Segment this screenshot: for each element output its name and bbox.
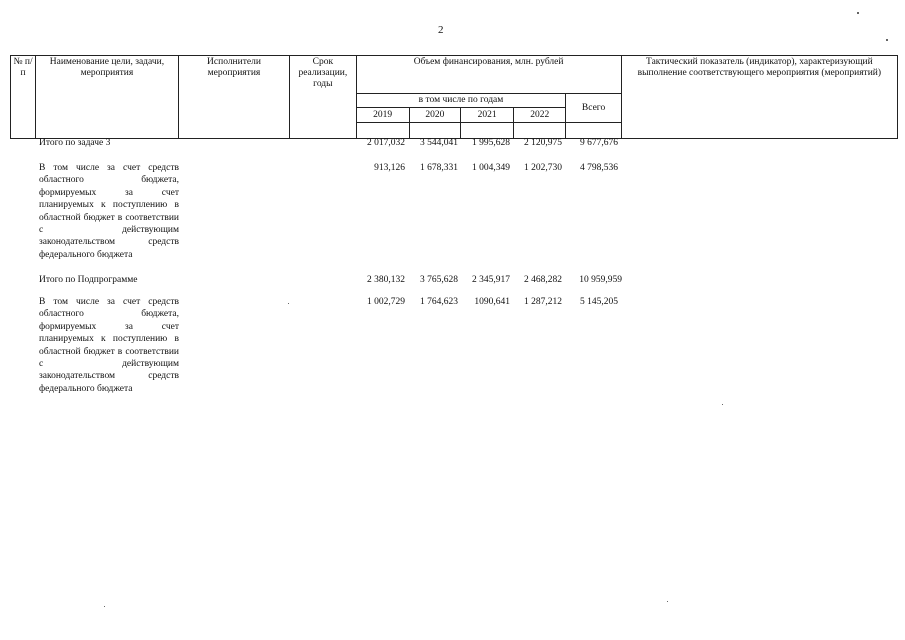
- header-total: Всего: [566, 94, 621, 123]
- header-by-years: в том числе по годам: [356, 94, 566, 108]
- cell-2021: 1090,641: [474, 297, 510, 307]
- cell-2022: 2 120,975: [524, 138, 562, 148]
- cell-2019: 2 380,132: [367, 275, 405, 285]
- cell-total: 4 798,536: [580, 163, 618, 173]
- header-term: Срок реализации, годы: [290, 56, 356, 139]
- row-label: В том числе за счет средств областного бюджета, формируемых за счет планируемых к поступлению в областной бюджет в соответствии с действующим законодательством средств федерального бюджета: [39, 163, 179, 260]
- row-label: Итого по Подпрограмме: [39, 275, 138, 285]
- cell-2020: 1 764,623: [420, 297, 458, 307]
- cell-2019: 1 002,729: [367, 297, 405, 307]
- cell-2022: 1 287,212: [524, 297, 562, 307]
- cell-total: 9 677,676: [580, 138, 618, 148]
- cell-2022: 1 202,730: [524, 163, 562, 173]
- header-year-2022: 2022: [514, 108, 566, 123]
- header-year-2019: 2019: [356, 108, 409, 123]
- cell-total: 10 959,959: [579, 275, 622, 285]
- header-year-2021: 2021: [460, 108, 513, 123]
- cell-2021: 2 345,917: [472, 275, 510, 285]
- cell-2020: 1 678,331: [420, 163, 458, 173]
- header-year-2020: 2020: [409, 108, 460, 123]
- cell-total: 5 145,205: [580, 297, 618, 307]
- header-executors: Исполнители мероприятия: [178, 56, 289, 139]
- row-label: Итого по задаче 3: [39, 138, 111, 148]
- cell-2019: 913,126: [374, 163, 405, 173]
- row-label: В том числе за счет средств областного бюджета, формируемых за счет планируемых к поступлению в областной бюджет в соответствии с действующим законодательством средств федерального бюджета: [39, 297, 179, 394]
- cell-2022: 2 468,282: [524, 275, 562, 285]
- header-num: № п/п: [11, 56, 36, 139]
- header-indicator: Тактический показатель (индикатор), характеризующий выполнение соответствующего мероприятия (мероприятий): [621, 56, 897, 139]
- header-funding: Объем финансирования, млн. рублей: [356, 56, 621, 94]
- cell-2021: 1 004,349: [472, 163, 510, 173]
- cell-2020: 3 544,041: [420, 138, 458, 148]
- cell-2020: 3 765,628: [420, 275, 458, 285]
- page-number: 2: [438, 24, 444, 36]
- cell-2021: 1 995,628: [472, 138, 510, 148]
- cell-2019: 2 017,032: [367, 138, 405, 148]
- header-name: Наименование цели, задачи, мероприятия: [36, 56, 179, 139]
